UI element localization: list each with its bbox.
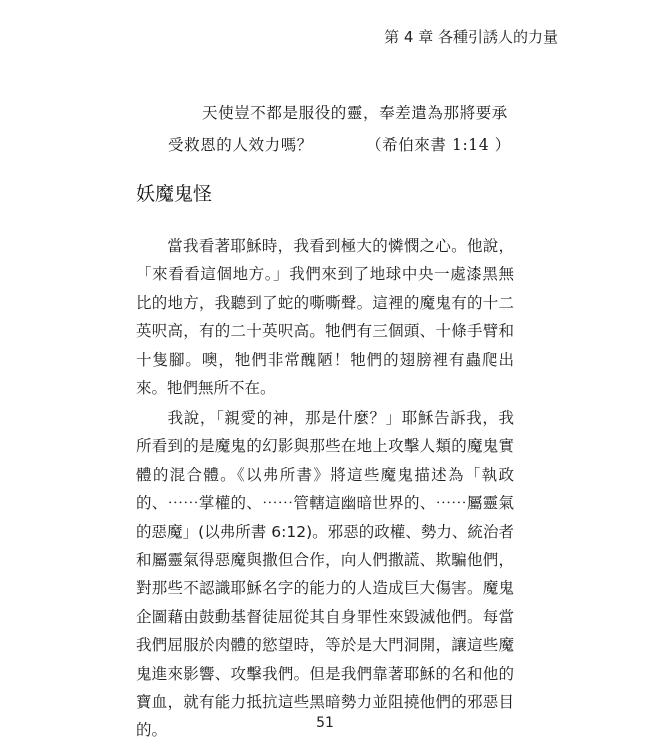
running-header: 第 4 章 各種引誘人的力量 <box>384 28 558 46</box>
section-title: 妖魔鬼怪 <box>136 183 213 205</box>
epigraph-line-1: 天使豈不都是服役的靈，奉差遣為那將要承 <box>202 104 508 122</box>
page-number: 51 <box>316 715 334 731</box>
paragraph-2-text-start: 我說，「親愛的神，那是什麼？」耶穌告訴我，我所看到的是魔鬼的幻影與那些在地上攻擊人類的魔鬼實體的混合體。《以弗所書》將這些魔鬼描述為「 <box>136 409 514 484</box>
paragraph-1 <box>136 232 514 402</box>
paragraph-2-text-end: 」(以弗所書 6:12)。邪惡的政權、勢力、統治者和屬靈氣得惡魔與撒但合作，向人們撒謊、欺騙他們，對那些不認識耶穌名字的能力的人造成巨大傷害。魔鬼企圖藉由鼓動基督徒屈從其自身罪性來毀滅他們。每當我們屈服於肉體的慾望時，等於是大門洞開，讓這些魔鬼進來影響、攻擊我們。但是我們靠著耶穌的名和他的寶血，就有能力抵抗這些黑暗勢力並阻撓他們的邪惡目的。 <box>136 522 514 740</box>
paragraph-2 <box>136 404 514 745</box>
scripture-quote: 執政的、⋯⋯掌權的、⋯⋯管轄這幽暗世界的、⋯⋯屬靈氣的惡魔 <box>136 465 514 541</box>
epigraph-line-2: 受救恩的人效力嗎？ <box>168 136 313 154</box>
paragraph-1-text: 當我看著耶穌時，我看到極大的憐憫之心。他說，「來看看這個地方。」我們來到了地球中央一處漆黑無比的地方，我聽到了蛇的嘶嘶聲。這裡的魔鬼有的十二英呎高，有的二十英呎高。牠們有三個頭、十條手臂和十隻腳。噢，牠們非常醜陋！牠們的翅膀裡有蟲爬出來。牠們無所不在。 <box>136 237 514 398</box>
epigraph-citation: （希伯來書 1:14 ） <box>366 136 511 154</box>
